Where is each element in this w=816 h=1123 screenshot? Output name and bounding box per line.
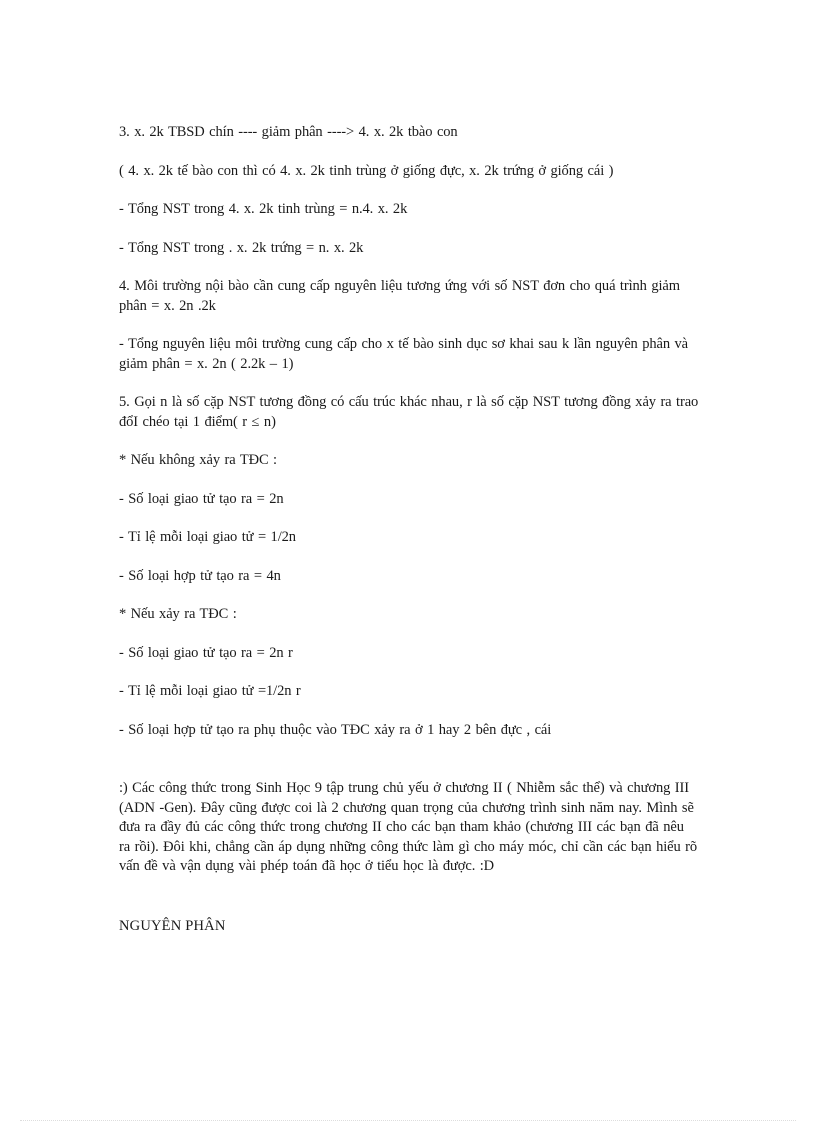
paragraph-intro: :) Các công thức trong Sinh Học 9 tập trung chủ yếu ở chương II ( Nhiễm sắc thể) và chương III (ADN -Gen). Đây cũng được coi là 2 chương quan trọng của chương trình sinh năm nay. Mình sẽ đưa ra đầy đủ các công thức trong chương II cho các bạn tham khảo (chương III các bạn đã nêu ra rồi). Đôi khi, chẳng cần áp dụng những công thức làm gì cho máy móc, chỉ cần các bạn hiểu rõ vấn đề và vận dụng vài phép toán đã học ở tiểu học là được. :D bbox=[119, 780, 698, 874]
paragraph-nst-sperm: - Tổng NST trong 4. x. 2k tinh trùng = n.4. x. 2k bbox=[119, 201, 408, 217]
paragraph-gamete-ratio-r: - Tỉ lệ mỗi loại giao tử =1/2n r bbox=[119, 683, 301, 699]
paragraph-formula-5: 5. Gọi n là số cặp NST tương đồng có cấu trúc khác nhau, r là số cặp NST tương đồng xảy ra trao đổI chéo tại 1 điểm( r ≤ n) bbox=[119, 394, 699, 430]
paragraph-gamete-types-r: - Số loại giao tử tạo ra = 2n r bbox=[119, 644, 293, 661]
paragraph-with-crossover: * Nếu xảy ra TĐC : bbox=[119, 606, 237, 622]
paragraph-zygote-depends: - Số loại hợp tử tạo ra phụ thuộc vào TĐC xảy ra ở 1 hay 2 bên đực , cái bbox=[119, 721, 552, 738]
paragraph-formula-3: 3. x. 2k TBSD chín ---- giảm phân ----> 4. x. 2k tbào con bbox=[119, 124, 458, 140]
paragraph-gamete-types: - Số loại giao tử tạo ra = 2n bbox=[119, 490, 284, 507]
page-bottom-divider bbox=[20, 1120, 796, 1121]
paragraph-nst-egg: - Tổng NST trong . x. 2k trứng = n. x. 2k bbox=[119, 239, 364, 256]
section-heading: NGUYÊN PHÂN bbox=[119, 917, 226, 934]
paragraph-formula-4: 4. Môi trường nội bào cần cung cấp nguyên liệu tương ứng với số NST đơn cho quá trình giảm phân = x. 2n .2k bbox=[119, 278, 680, 314]
paragraph-total-materials: - Tổng nguyên liệu môi trường cung cấp cho x tế bào sinh dục sơ khai sau k lần nguyên phân và giảm phân = x. 2n ( 2.2k – 1) bbox=[119, 336, 688, 372]
paragraph-zygote-types: - Số loại hợp tử tạo ra = 4n bbox=[119, 567, 281, 584]
paragraph-note-cells: ( 4. x. 2k tế bào con thì có 4. x. 2k tinh trùng ở giống đực, x. 2k trứng ở giống cái ) bbox=[119, 162, 614, 179]
paragraph-gamete-ratio: - Tỉ lệ mỗi loại giao tử = 1/2n bbox=[119, 529, 296, 545]
document-body bbox=[119, 123, 699, 936]
paragraph-no-crossover: * Nếu không xảy ra TĐC : bbox=[119, 452, 277, 468]
